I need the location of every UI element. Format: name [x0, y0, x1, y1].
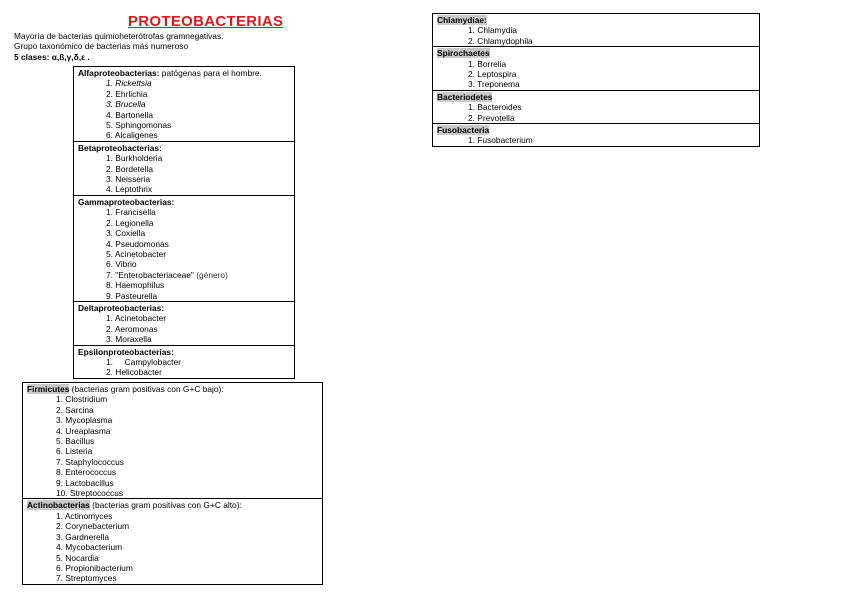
intro-line-3: 5 clases: α,ß,γ,δ,ε .: [14, 51, 90, 62]
list-item: 3. Gardnerella: [56, 531, 110, 542]
section-title: Alfaproteobacterias:: [78, 68, 160, 78]
section-chlamydiae: [433, 14, 759, 47]
list-item: 1. Burkholderia: [106, 153, 163, 164]
list-item: 1. Fusobacterium: [468, 135, 533, 146]
list-item: 1. Acinetobacter: [106, 313, 167, 324]
list-item: 1. Clostridium: [56, 394, 108, 405]
section-title: Deltaproteobacterias:: [78, 302, 165, 313]
section-title: Chlamydiae:: [437, 15, 487, 25]
list-item: 5. Bacillus: [56, 436, 95, 447]
list-item: 3. Neisseria: [106, 174, 151, 185]
list-item: 1. Rickettsia: [106, 78, 152, 89]
list-item: 3. Treponema: [468, 79, 520, 90]
list-item: 1. Bacteroides: [468, 102, 522, 113]
proteobacteria-table: [73, 66, 295, 379]
list-item: 2. Legionella: [106, 217, 154, 228]
section-spirochaetes: [433, 47, 759, 91]
list-item: 4. Bartonella: [106, 109, 154, 120]
list-item: 8. Haemophilus: [106, 280, 165, 291]
intro: [14, 31, 223, 62]
list-item: 8. Enterococcus: [56, 467, 117, 478]
section-betaproteobacterias: [74, 142, 294, 196]
intro-line-1: Mayoría de bacterias quimioheterótrofas gramnegativas.: [14, 31, 224, 41]
list-item: 5. Sphingomonas: [106, 120, 172, 131]
list-item: 10. Streptococcus: [56, 488, 124, 499]
list-item: 1. Campylobacter: [106, 356, 181, 367]
list-item: 6. Propionibacterium: [56, 562, 133, 573]
list-item: 4. Mycobacterium: [56, 542, 123, 553]
list-item: 2. Corynebacterium: [56, 521, 130, 532]
list-item: 2. Aeromonas: [106, 323, 158, 334]
list-item: 2. Bordetella: [106, 163, 154, 174]
list-item: [106, 270, 294, 280]
section-title: Spirochaetes: [437, 48, 490, 59]
section-alfaproteobacterias: [74, 67, 294, 142]
list-item: 1. Actinomyces: [56, 510, 113, 521]
list-item: 7. Staphylococcus: [56, 456, 124, 467]
list-item: 6. Vibrio: [106, 259, 137, 270]
section-deltaproteobacterias: [74, 302, 294, 346]
list-item: 7. Streptomyces: [56, 573, 117, 584]
list-item: 2. Sarcina: [56, 404, 94, 415]
list-item: 9. Pasteurella: [106, 290, 158, 301]
gram-positive-table: [22, 382, 323, 585]
section-fusobacteria: [433, 124, 759, 146]
list-item: 3. Mycoplasma: [56, 415, 113, 426]
other-phyla-table: [432, 13, 760, 147]
list-item: 4. Pseudomonas: [106, 238, 169, 249]
list-item: 9. Lactobacillus: [56, 477, 114, 488]
list-item: 6. Listeria: [56, 446, 93, 457]
intro-line-2: Grupo taxonómico de bacterias más numeroso: [14, 41, 189, 52]
section-title: Epsilonproteobacterias:: [78, 346, 174, 357]
list-item: 3. Brucella: [106, 99, 146, 110]
section-bacteriodetes: [433, 91, 759, 124]
section-epsilonproteobacterias: [74, 346, 294, 378]
section-title: Firmicutes: [27, 384, 70, 394]
section-title: Fusobacteria: [437, 125, 490, 136]
list-item: 1. Borrelia: [468, 58, 507, 69]
list-item: 2. Helicobacter: [106, 367, 162, 378]
list-item: 4. Ureaplasma: [56, 425, 111, 436]
list-item: 5. Acinetobacter: [106, 248, 167, 259]
list-item: 2. Leptospira: [468, 69, 517, 80]
section-title: Bacteriodetes: [437, 91, 493, 102]
list-item: 1. Chlamydia: [468, 25, 517, 36]
list-item: 6. Alcaligenes: [106, 130, 158, 141]
list-item-note: (género): [193, 269, 228, 280]
section-title: Betaproteobacterias:: [78, 142, 162, 153]
list-item-text: 7. "Enterobacteriaceae": [106, 269, 194, 280]
section-actinobacterias: [23, 499, 322, 583]
list-item: 2. Chlamydophila: [468, 35, 533, 46]
list-item: 2. Prevotella: [468, 112, 515, 123]
section-firmicutes: [23, 383, 322, 499]
section-gammaproteobacterias: [74, 196, 294, 302]
list-item: 3. Moraxella: [106, 334, 152, 345]
list-item: 1. Francisella: [106, 207, 156, 218]
list-item: 2. Ehrlichia: [106, 88, 148, 99]
section-note: (bacterias gram positivas con G+C alto):: [89, 500, 242, 511]
list-item: 4. Leptothrix: [106, 184, 153, 195]
section-note: (bacterias gram positivas con G+C bajo):: [69, 384, 224, 394]
page-title: PROTEOBACTERIAS: [128, 13, 284, 30]
section-title: Gammaproteobacterias:: [78, 196, 175, 207]
list-item: 5. Nocardia: [56, 552, 99, 563]
section-title: Actinobacterias: [27, 500, 90, 511]
section-note: patógenas para el hombre.: [159, 68, 262, 78]
list-item: 3. Coxiella: [106, 228, 146, 239]
